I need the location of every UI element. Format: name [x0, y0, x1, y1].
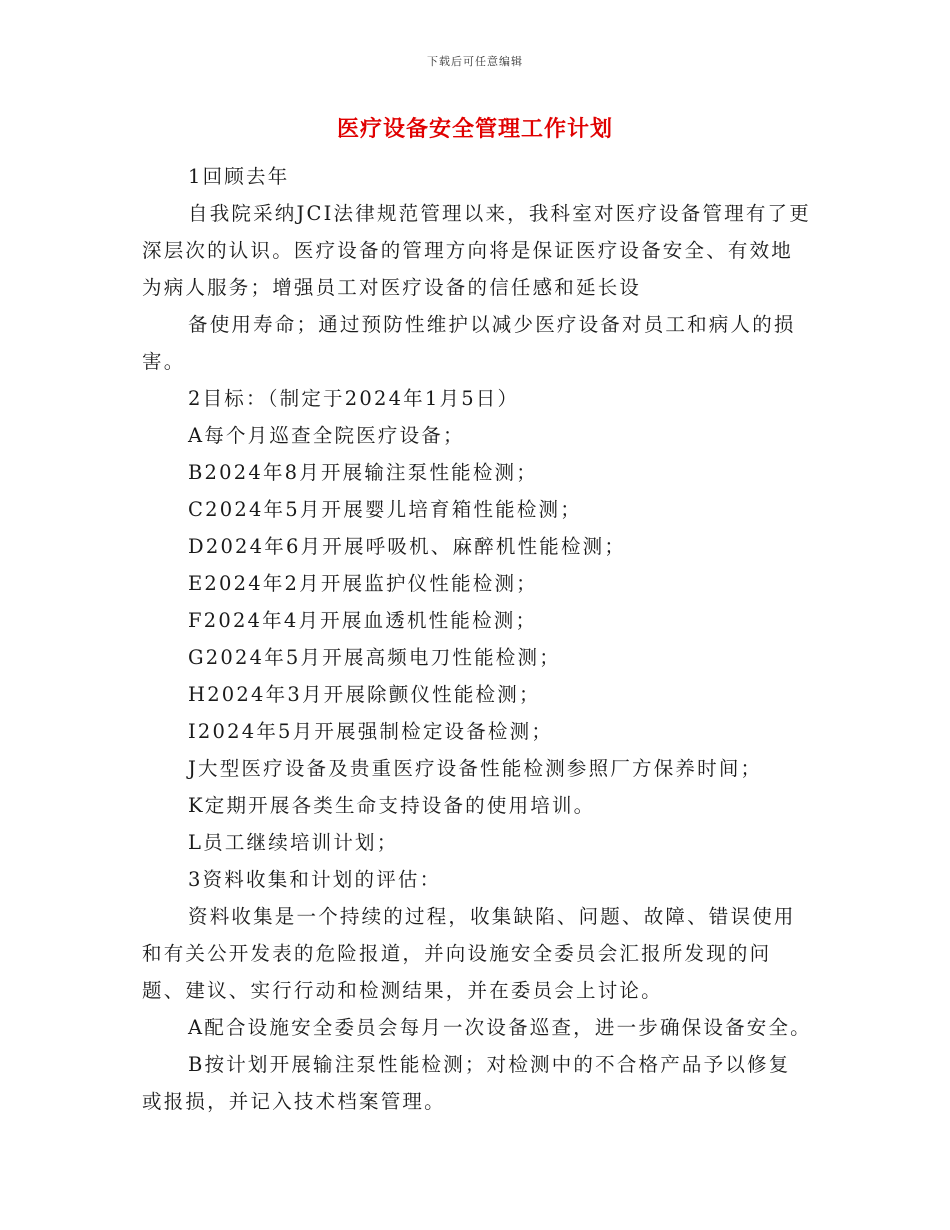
paragraph-review-body: 自我院采纳JCI法律规范管理以来，我科室对医疗设备管理有了更深层次的认识。医疗设备的管理方向将是保证医疗设备安全、有效地为病人服务；增强员工对医疗设备的信任感和延长设 — [142, 202, 811, 299]
goal-item-j: J大型医疗设备及贵重医疗设备性能检测参照厂方保养时间； — [188, 757, 763, 780]
goal-item-l: L员工继续培训计划； — [188, 831, 399, 854]
goal-item-k: K定期开展各类生命支持设备的使用培训。 — [188, 794, 596, 817]
paragraph-review-heading: 1回顾去年 — [188, 165, 290, 188]
evaluation-item-b: B按计划开展输注泵性能检测；对检测中的不合格产品予以修复或报损，并记入技术档案管理。 — [142, 1053, 791, 1113]
goal-item-b: B2024年8月开展输注泵性能检测； — [188, 461, 538, 484]
goal-item-h: H2024年3月开展除颤仪性能检测； — [188, 683, 541, 706]
paragraph-review-body-continued: 备使用寿命；通过预防性维护以减少医疗设备对员工和病人的损害。 — [142, 313, 796, 373]
paragraph-goals-heading: 2目标：（制定于2024年1月5日） — [188, 387, 520, 410]
goal-item-a: A每个月巡查全院医疗设备； — [188, 424, 465, 447]
paragraph-evaluation-heading: 3资料收集和计划的评估： — [188, 868, 442, 891]
document-title: 医疗设备安全管理工作计划 — [336, 116, 613, 142]
goal-item-e: E2024年2月开展监护仪性能检测； — [188, 572, 538, 595]
paragraph-evaluation-body: 资料收集是一个持续的过程，收集缺陷、问题、故障、错误使用和有关公开发表的危险报道，并向设施安全委员会汇报所发现的问题、建议、实行行动和检测结果，并在委员会上讨论。 — [142, 905, 796, 1002]
goal-item-c: C2024年5月开展婴儿培育箱性能检测； — [188, 498, 582, 521]
evaluation-item-a: A配合设施安全委员会每月一次设备巡查，进一步确保设备安全。 — [188, 1016, 812, 1039]
goal-item-d: D2024年6月开展呼吸机、麻醉机性能检测； — [188, 535, 627, 558]
goal-item-f: F2024年4月开展血透机性能检测； — [188, 609, 538, 632]
goal-item-g: G2024年5月开展高频电刀性能检测； — [188, 646, 561, 669]
header-note: 下载后可任意编辑 — [427, 55, 523, 68]
goal-item-i: I2024年5月开展强制检定设备检测； — [188, 720, 554, 743]
document-body — [142, 158, 812, 1120]
